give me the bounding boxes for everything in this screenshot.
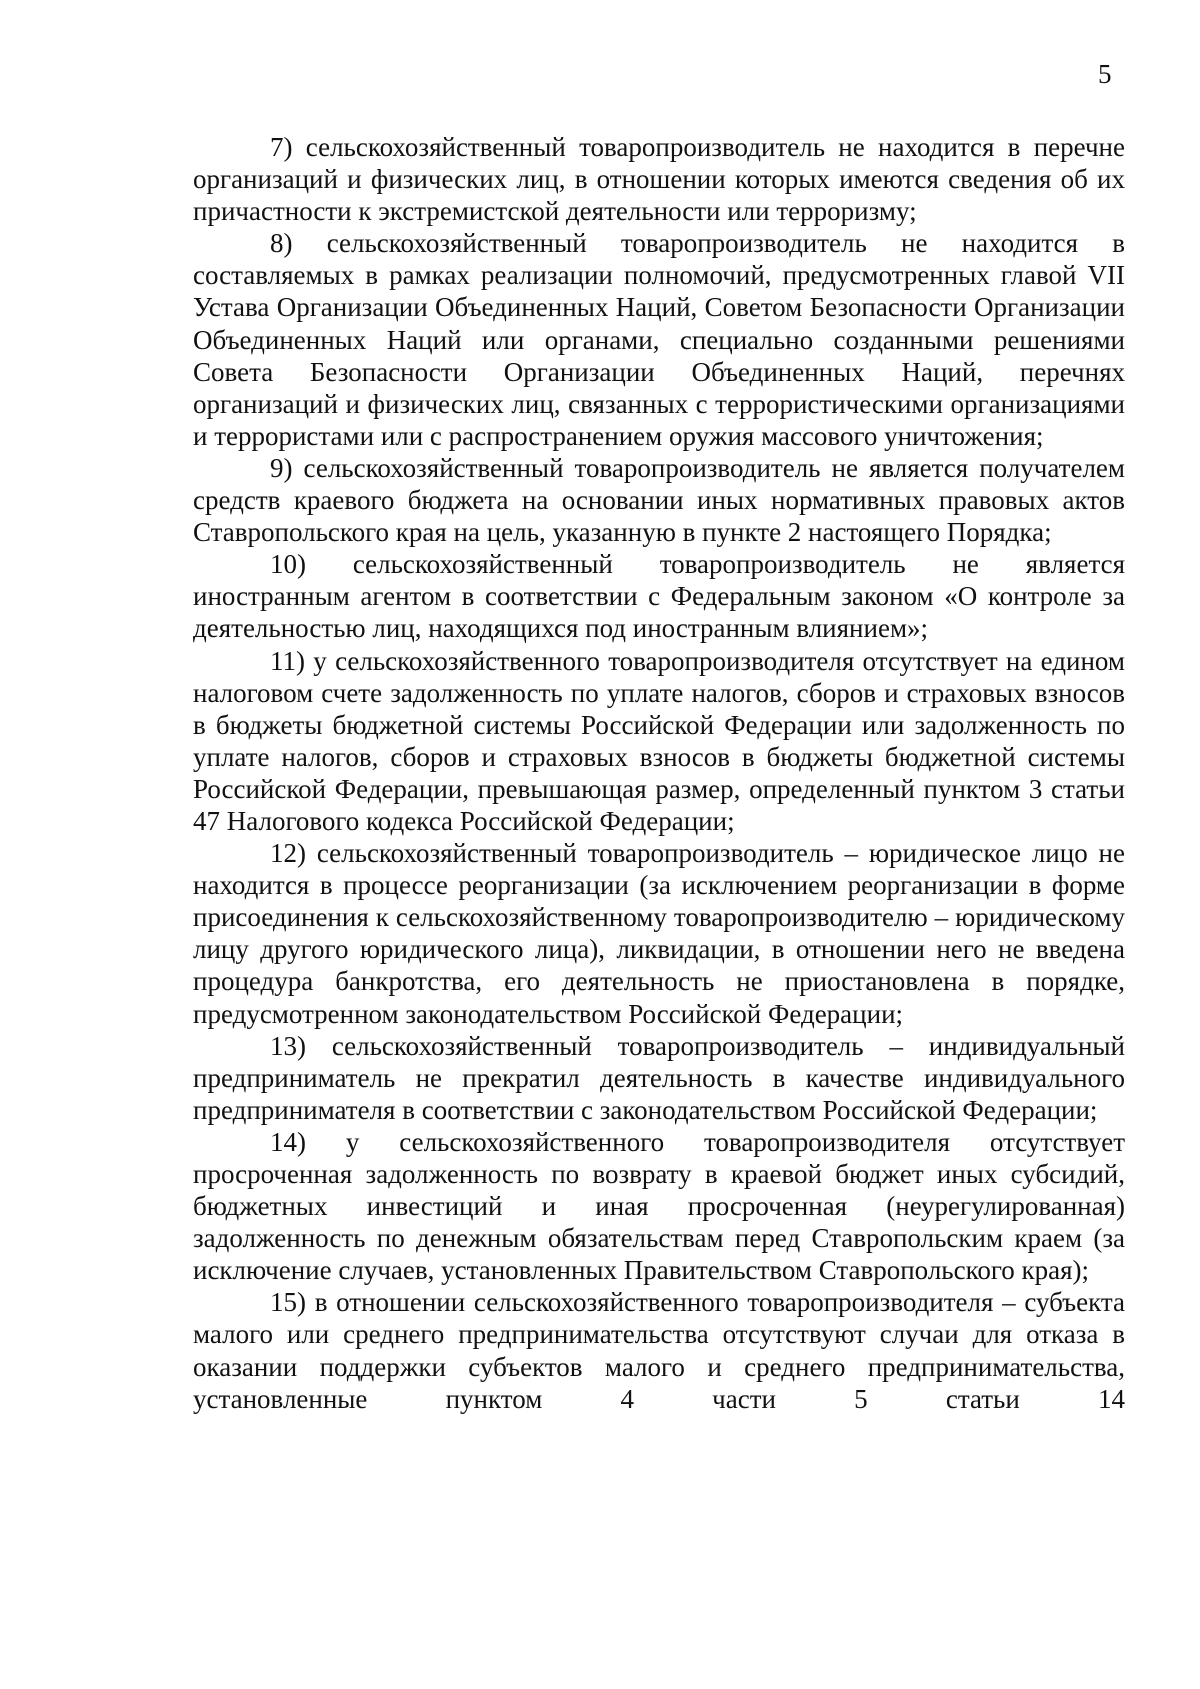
paragraph-item-13: 13) сельскохозяйственный товаропроизводитель – индивидуальный предприниматель не прекратил деятельность в качестве индивидуального предпринимателя в соответствии с законодательством Российской Федерации; [193, 1030, 1125, 1125]
paragraph-item-11: 11) у сельскохозяйственного товаропроизводителя отсутствует на едином налоговом счете задолженность по уплате налогов, сборов и страховых взносов в бюджеты бюджетной системы Российской Федерации или задолженность по уплате налогов, сборов и страховых взносов в бюджеты бюджетной системы Российской Федерации, превышающая размер, определенный пунктом 3 статьи 47 Налогового кодекса Российской Федерации; [193, 645, 1125, 836]
paragraph-item-10: 10) сельскохозяйственный товаропроизводитель не является иностранным агентом в соответствии с Федеральным законом «О контроле за деятельностью лиц, находящихся под иностранным влиянием»; [193, 549, 1125, 644]
page-number: 5 [1098, 59, 1112, 89]
paragraph-item-7: 7) сельскохозяйственный товаропроизводитель не находится в перечне организаций и физических лиц, в отношении которых имеются сведения об их причастности к экстремистской деятельности или терроризму; [193, 132, 1125, 227]
paragraph-item-12: 12) сельскохозяйственный товаропроизводитель – юридическое лицо не находится в процессе реорганизации (за исключением реорганизации в форме присоединения к сельскохозяйственному товаропроизводителю – юридическому лицу другого юридического лица), ликвидации, в отношении него не введена процедура банкротства, его деятельность не приостановлена в порядке, предусмотренном законодательством Российской Федерации; [193, 838, 1125, 1029]
paragraph-item-9: 9) сельскохозяйственный товаропроизводитель не является получателем средств краевого бюджета на основании иных нормативных правовых актов Ставропольского края на цель, указанную в пункте 2 настоящего Порядка; [193, 452, 1125, 548]
paragraph-item-14: 14) у сельскохозяйственного товаропроизводителя отсутствует просроченная задолженность по возврату в краевой бюджет иных субсидий, бюджетных инвестиций и иная просроченная (неурегулированная) задолженность по денежным обязательствам перед Ставропольским краем (за исключение случаев, установленных Правительством Ставропольского края); [193, 1126, 1125, 1286]
paragraph-item-15: 15) в отношении сельскохозяйственного товаропроизводителя – субъекта малого или среднего предпринимательства отсутствуют случаи для отказа в оказании поддержки субъектов малого и среднего предпринимательства, установленные пунктом 4 части 5 статьи 14 [193, 1287, 1125, 1414]
document-body [193, 131, 1125, 1415]
paragraph-item-8: 8) сельскохозяйственный товаропроизводитель не находится в составляемых в рамках реализации полномочий, предусмотренных главой VII Устава Организации Объединенных Наций, Советом Безопасности Организации Объединенных Наций или органами, специально созданными решениями Совета Безопасности Организации Объединенных Наций, перечнях организаций и физических лиц, связанных с террористическими организациями и террористами или с распространением оружия массового уничтожения; [193, 228, 1125, 451]
